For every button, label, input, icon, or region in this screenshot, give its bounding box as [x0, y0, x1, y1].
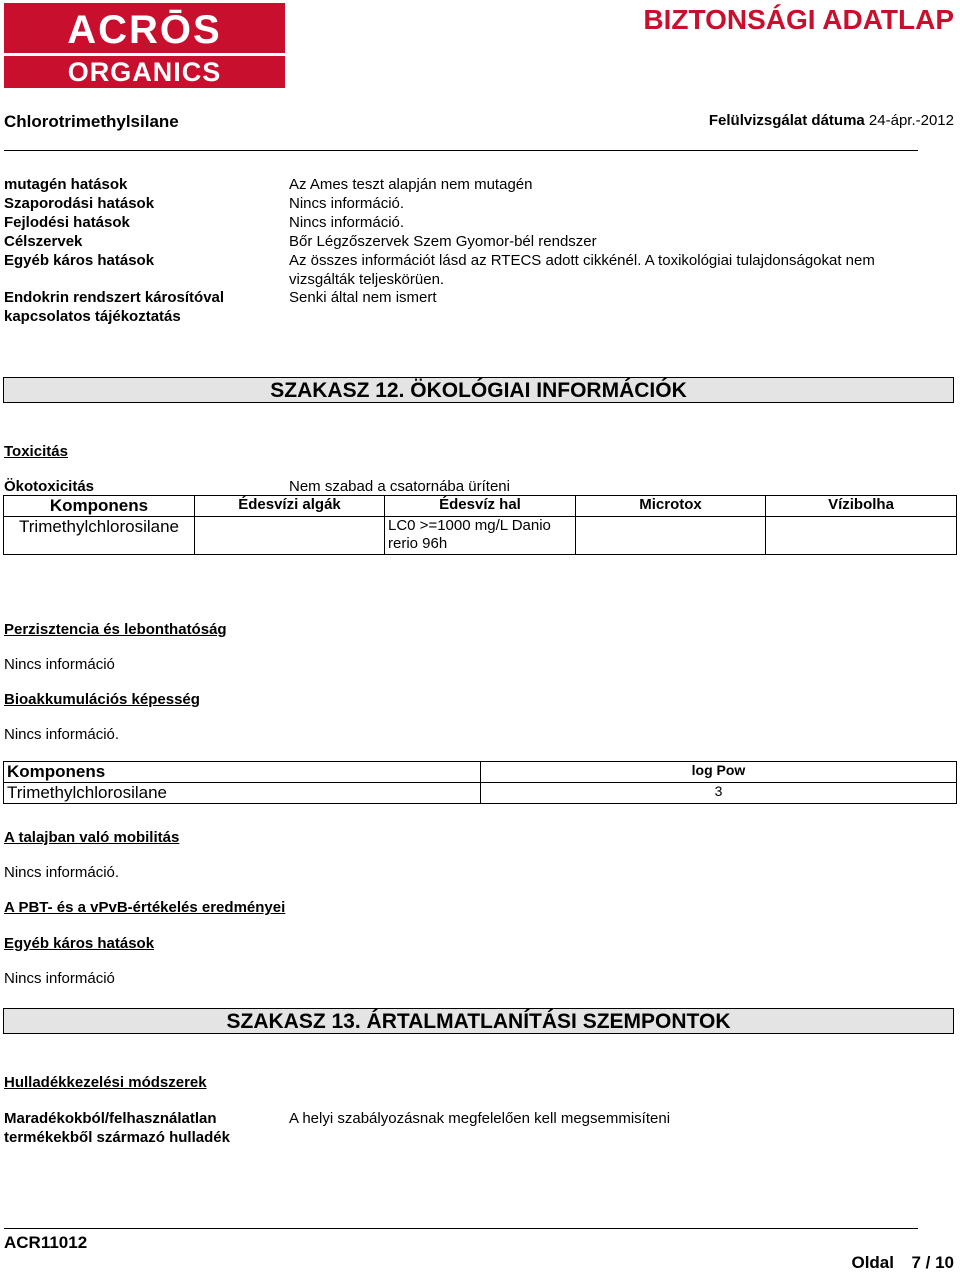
col-freshwater-fish: Édesvíz hal	[385, 496, 576, 517]
page-number: 7 / 10	[911, 1253, 954, 1272]
section-12-banner: SZAKASZ 12. ÖKOLÓGIAI INFORMÁCIÓK	[3, 377, 954, 403]
tox-value-endocrine: Senki által nem ismert	[289, 289, 437, 306]
cell-freshwater-fish: LC0 >=1000 mg/L Danio rerio 96h	[385, 517, 576, 555]
cell-log-pow: 3	[481, 783, 957, 804]
tox-label-other-effects: Egyéb káros hatások	[4, 252, 155, 269]
cell-component: Trimethylchlorosilane	[4, 517, 195, 555]
revision-value: 24-ápr.-2012	[868, 112, 954, 129]
mobility-value: Nincs információ.	[4, 864, 120, 881]
ecotoxicity-label: Ökotoxicitás	[4, 478, 95, 495]
col-microtox: Microtox	[576, 496, 766, 517]
tox-label-endocrine: Endokrin rendszert károsítóval kapcsolatos tájékoztatás	[4, 289, 225, 325]
footer-rule	[4, 1228, 918, 1229]
ecotoxicity-table-header	[4, 496, 957, 517]
other-effects-value: Nincs információ	[4, 970, 115, 987]
tox-value-other-effects: Az összes információt lásd az RTECS adott cikkénél. A toxikológiai tulajdonságokat nem vizsgálták teljeskörüen.	[289, 252, 875, 288]
tox-label-mutagen: mutagén hatások	[4, 176, 128, 193]
mobility-heading: A talajban való mobilitás	[4, 829, 180, 846]
waste-methods-heading: Hulladékkezelési módszerek	[4, 1074, 207, 1091]
residue-label: Maradékokból/felhasználatlan termékekből származó hulladék	[4, 1110, 230, 1146]
product-name: Chlorotrimethylsilane	[4, 112, 179, 131]
col-water-flea: Vízibolha	[766, 496, 957, 517]
tox-value-mutagen: Az Ames teszt alapján nem mutagén	[289, 176, 533, 193]
tox-label-reproductive: Szaporodási hatások	[4, 195, 155, 212]
other-effects-heading: Egyéb káros hatások	[4, 935, 155, 952]
cell-water-flea	[766, 517, 957, 555]
residue-value: A helyi szabályozásnak megfelelően kell megsemmisíteni	[289, 1110, 671, 1127]
page-label: Oldal	[851, 1253, 894, 1272]
tox-value-target-organs: Bőr Légzőszervek Szem Gyomor-bél rendszer	[289, 233, 597, 250]
revision-label: Felülvizsgálat dátuma	[708, 112, 865, 129]
document-code: ACR11012	[4, 1233, 88, 1252]
pbt-heading: A PBT- és a vPvB-értékelés eredményei	[4, 899, 286, 916]
col-freshwater-algae: Édesvízi algák	[195, 496, 385, 517]
logo-line1: ACRŌS	[67, 8, 222, 52]
tox-label-developmental: Fejlodési hatások	[4, 214, 130, 231]
table-row	[4, 517, 957, 555]
page-indicator	[851, 1253, 954, 1273]
toxicity-heading: Toxicitás	[4, 443, 68, 460]
tox-value-reproductive: Nincs információ.	[289, 195, 405, 212]
table-row	[4, 783, 957, 804]
tox-value-developmental: Nincs információ.	[289, 214, 405, 231]
ecotoxicity-table	[3, 495, 957, 555]
cell-freshwater-algae	[195, 517, 385, 555]
persistence-value: Nincs információ	[4, 656, 115, 673]
header-rule	[4, 150, 918, 151]
bioaccumulation-value: Nincs információ.	[4, 726, 120, 743]
cell-microtox	[576, 517, 766, 555]
log-pow-table-header	[4, 762, 957, 783]
col-component: Komponens	[4, 496, 195, 517]
col-component: Komponens	[4, 762, 481, 783]
revision-date	[709, 112, 954, 129]
bioaccumulation-heading: Bioakkumulációs képesség	[4, 691, 200, 708]
logo-divider	[4, 53, 285, 56]
logo-line2: ORGANICS	[67, 57, 222, 87]
log-pow-table	[3, 761, 957, 804]
acros-organics-logo	[4, 3, 285, 88]
document-title: BIZTONSÁGI ADATLAP	[643, 4, 954, 35]
cell-component: Trimethylchlorosilane	[4, 783, 481, 804]
section-13-banner: SZAKASZ 13. ÁRTALMATLANÍTÁSI SZEMPONTOK	[3, 1008, 954, 1034]
persistence-heading: Perzisztencia és lebonthatóság	[4, 621, 227, 638]
tox-label-target-organs: Célszervek	[4, 233, 83, 250]
col-log-pow: log Pow	[481, 762, 957, 783]
ecotoxicity-value: Nem szabad a csatornába üríteni	[289, 478, 510, 495]
